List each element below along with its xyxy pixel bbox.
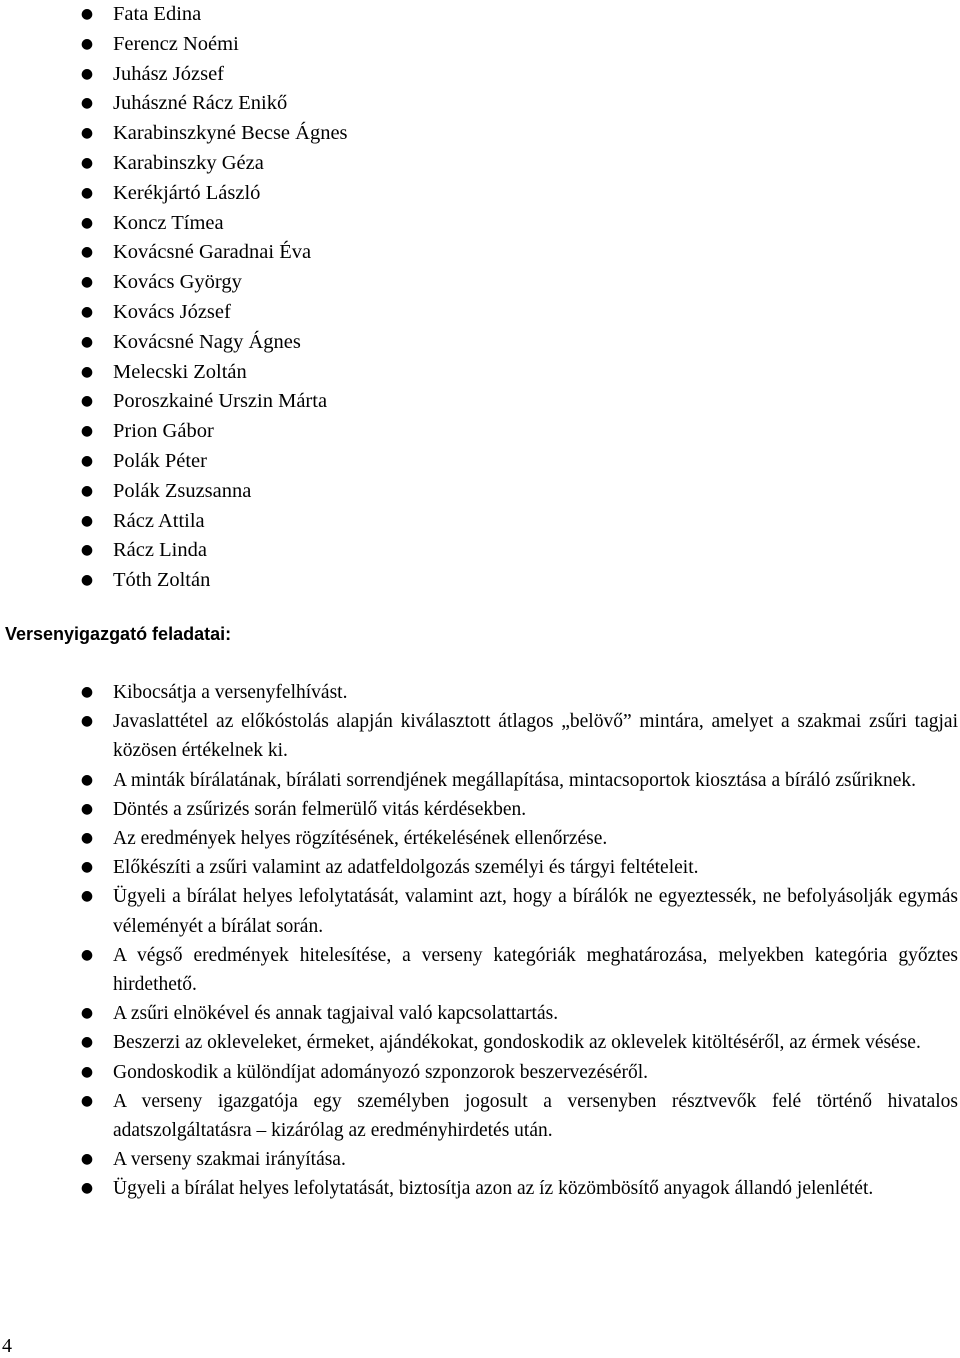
task-item-text: Ügyeli a bírálat helyes lefolytatását, biztosítja azon az íz közömbösítő anyagok állandó jelenlétét. bbox=[113, 1178, 874, 1200]
name-item-text: Juhász József bbox=[113, 62, 225, 85]
name-item-text: Kovács József bbox=[113, 300, 231, 323]
task-item-text: A verseny igazgatója egy személyben jogosult a versenyben résztvevők felé történő hivatalos adatszolgáltatásra – kizárólag az eredményhirdetés után. bbox=[113, 1090, 958, 1142]
task-item bbox=[0, 824, 958, 853]
name-item-text: Polák Péter bbox=[113, 449, 207, 472]
task-item bbox=[0, 795, 958, 824]
name-item bbox=[0, 149, 960, 179]
name-item bbox=[0, 447, 960, 477]
name-item-text: Karabinszkyné Becse Ágnes bbox=[113, 122, 348, 145]
task-item-text: Előkészíti a zsűri valamint az adatfeldolgozás személyi és tárgyi feltételeit. bbox=[113, 857, 699, 879]
bullet-icon: ● bbox=[80, 1034, 94, 1051]
bullet-icon: ● bbox=[80, 303, 94, 320]
name-item-text: Rácz Attila bbox=[113, 509, 205, 532]
task-item-text: A minták bírálatának, bírálati sorrendjének megállapítása, mintacsoportok kiosztása a bíráló zsűriknek. bbox=[113, 769, 917, 791]
task-item-text: Az eredmények helyes rögzítésének, értékelésének ellenőrzése. bbox=[113, 828, 608, 850]
bullet-icon: ● bbox=[80, 95, 94, 112]
name-item bbox=[0, 30, 960, 60]
name-item-text: Kovács György bbox=[113, 271, 242, 294]
bullet-icon: ● bbox=[80, 1180, 94, 1197]
name-item-text: Polák Zsuzsanna bbox=[113, 479, 252, 502]
name-item-text: Rácz Linda bbox=[113, 539, 207, 562]
bullet-icon: ● bbox=[80, 65, 94, 82]
task-item-text: A verseny szakmai irányítása. bbox=[113, 1149, 346, 1171]
name-item bbox=[0, 0, 960, 30]
bullet-icon: ● bbox=[80, 214, 94, 231]
name-item bbox=[0, 566, 960, 596]
bullet-icon: ● bbox=[80, 888, 94, 905]
task-item bbox=[0, 1174, 958, 1203]
task-item bbox=[0, 1087, 958, 1145]
bullet-icon: ● bbox=[80, 244, 94, 261]
page-number: 4 bbox=[2, 1335, 12, 1357]
bullet-icon: ● bbox=[80, 125, 94, 142]
task-item-text: Gondoskodik a különdíjat adományozó szponzorok beszervezéséről. bbox=[113, 1061, 649, 1083]
bullet-icon: ● bbox=[80, 859, 94, 876]
section-heading: Versenyigazgató feladatai: bbox=[5, 624, 232, 644]
bullet-icon: ● bbox=[80, 482, 94, 499]
name-item-text: Juhászné Rácz Enikő bbox=[113, 92, 288, 115]
bullet-icon: ● bbox=[80, 154, 94, 171]
task-item bbox=[0, 1028, 958, 1057]
task-item bbox=[0, 1058, 958, 1087]
name-item-text: Karabinszky Géza bbox=[113, 151, 264, 174]
name-item-text: Ferencz Noémi bbox=[113, 32, 239, 55]
bullet-icon: ● bbox=[80, 572, 94, 589]
name-item-text: Fata Edina bbox=[113, 3, 202, 25]
bullet-icon: ● bbox=[80, 363, 94, 380]
name-item bbox=[0, 358, 960, 388]
task-item-text: Kibocsátja a versenyfelhívást. bbox=[113, 682, 348, 703]
name-item bbox=[0, 119, 960, 149]
task-item-text: Ügyeli a bírálat helyes lefolytatását, valamint azt, hogy a bírálók ne egyeztessék, ne befolyásolják egymás véleményét a bírálat során. bbox=[113, 886, 958, 937]
name-item-text: Melecski Zoltán bbox=[113, 360, 247, 383]
bullet-icon: ● bbox=[80, 542, 94, 559]
task-item bbox=[0, 1145, 958, 1174]
bullet-icon: ● bbox=[80, 713, 94, 730]
bullet-icon: ● bbox=[80, 1092, 94, 1109]
name-item bbox=[0, 477, 960, 507]
task-item bbox=[0, 853, 958, 882]
name-item bbox=[0, 209, 960, 239]
bullet-icon: ● bbox=[80, 452, 94, 469]
bullet-icon: ● bbox=[80, 423, 94, 440]
bullet-icon: ● bbox=[80, 830, 94, 847]
name-item bbox=[0, 238, 960, 268]
task-item bbox=[0, 882, 958, 940]
bullet-icon: ● bbox=[80, 771, 94, 788]
task-item-text: A zsűri elnökével és annak tagjaival való kapcsolattartás. bbox=[113, 1003, 559, 1025]
name-item bbox=[0, 536, 960, 566]
bullet-icon: ● bbox=[80, 1005, 94, 1022]
name-item bbox=[0, 60, 960, 90]
task-item bbox=[0, 707, 958, 765]
name-item-text: Poroszkainé Urszin Márta bbox=[113, 390, 328, 413]
name-item-text: Koncz Tímea bbox=[113, 211, 224, 234]
task-item bbox=[0, 999, 958, 1028]
name-item-text: Kovácsné Nagy Ágnes bbox=[113, 330, 301, 353]
name-list bbox=[0, 0, 960, 596]
name-item bbox=[0, 89, 960, 119]
task-item-text: Döntés a zsűrizés során felmerülő vitás kérdésekben. bbox=[113, 798, 527, 820]
task-item bbox=[0, 941, 958, 999]
bullet-icon: ● bbox=[80, 6, 94, 22]
bullet-icon: ● bbox=[80, 946, 94, 963]
name-item bbox=[0, 268, 960, 298]
task-item-text: Beszerzi az okleveleket, érmeket, ajándékokat, gondoskodik az oklevelek kitöltéséről, az érmek vésése. bbox=[113, 1032, 921, 1054]
name-item-text: Kovácsné Garadnai Éva bbox=[113, 241, 312, 264]
bullet-icon: ● bbox=[80, 1151, 94, 1168]
task-item bbox=[0, 766, 958, 795]
name-item bbox=[0, 417, 960, 447]
name-item bbox=[0, 298, 960, 328]
bullet-icon: ● bbox=[80, 184, 94, 201]
name-item bbox=[0, 328, 960, 358]
bullet-icon: ● bbox=[80, 274, 94, 291]
name-item bbox=[0, 387, 960, 417]
name-item bbox=[0, 179, 960, 209]
name-item-text: Kerékjártó László bbox=[113, 181, 261, 204]
bullet-icon: ● bbox=[80, 512, 94, 529]
name-item bbox=[0, 507, 960, 537]
bullet-icon: ● bbox=[80, 800, 94, 817]
task-item-text: A végső eredmények hitelesítése, a verseny kategóriák meghatározása, melyekben kategória győztes hirdethető. bbox=[113, 944, 958, 996]
bullet-icon: ● bbox=[80, 393, 94, 410]
name-item-text: Prion Gábor bbox=[113, 420, 214, 443]
bullet-icon: ● bbox=[80, 684, 94, 700]
name-item-text: Tóth Zoltán bbox=[113, 569, 211, 592]
bullet-icon: ● bbox=[80, 35, 94, 52]
bullet-icon: ● bbox=[80, 1063, 94, 1080]
bullet-icon: ● bbox=[80, 333, 94, 350]
task-item-text: Javaslattétel az előkóstolás alapján kiválasztott átlagos „belövő” mintára, amelyet a szakmai zsűri tagjai közösen értékelnek ki. bbox=[113, 711, 958, 762]
task-list bbox=[0, 678, 960, 1204]
task-item bbox=[0, 678, 958, 707]
